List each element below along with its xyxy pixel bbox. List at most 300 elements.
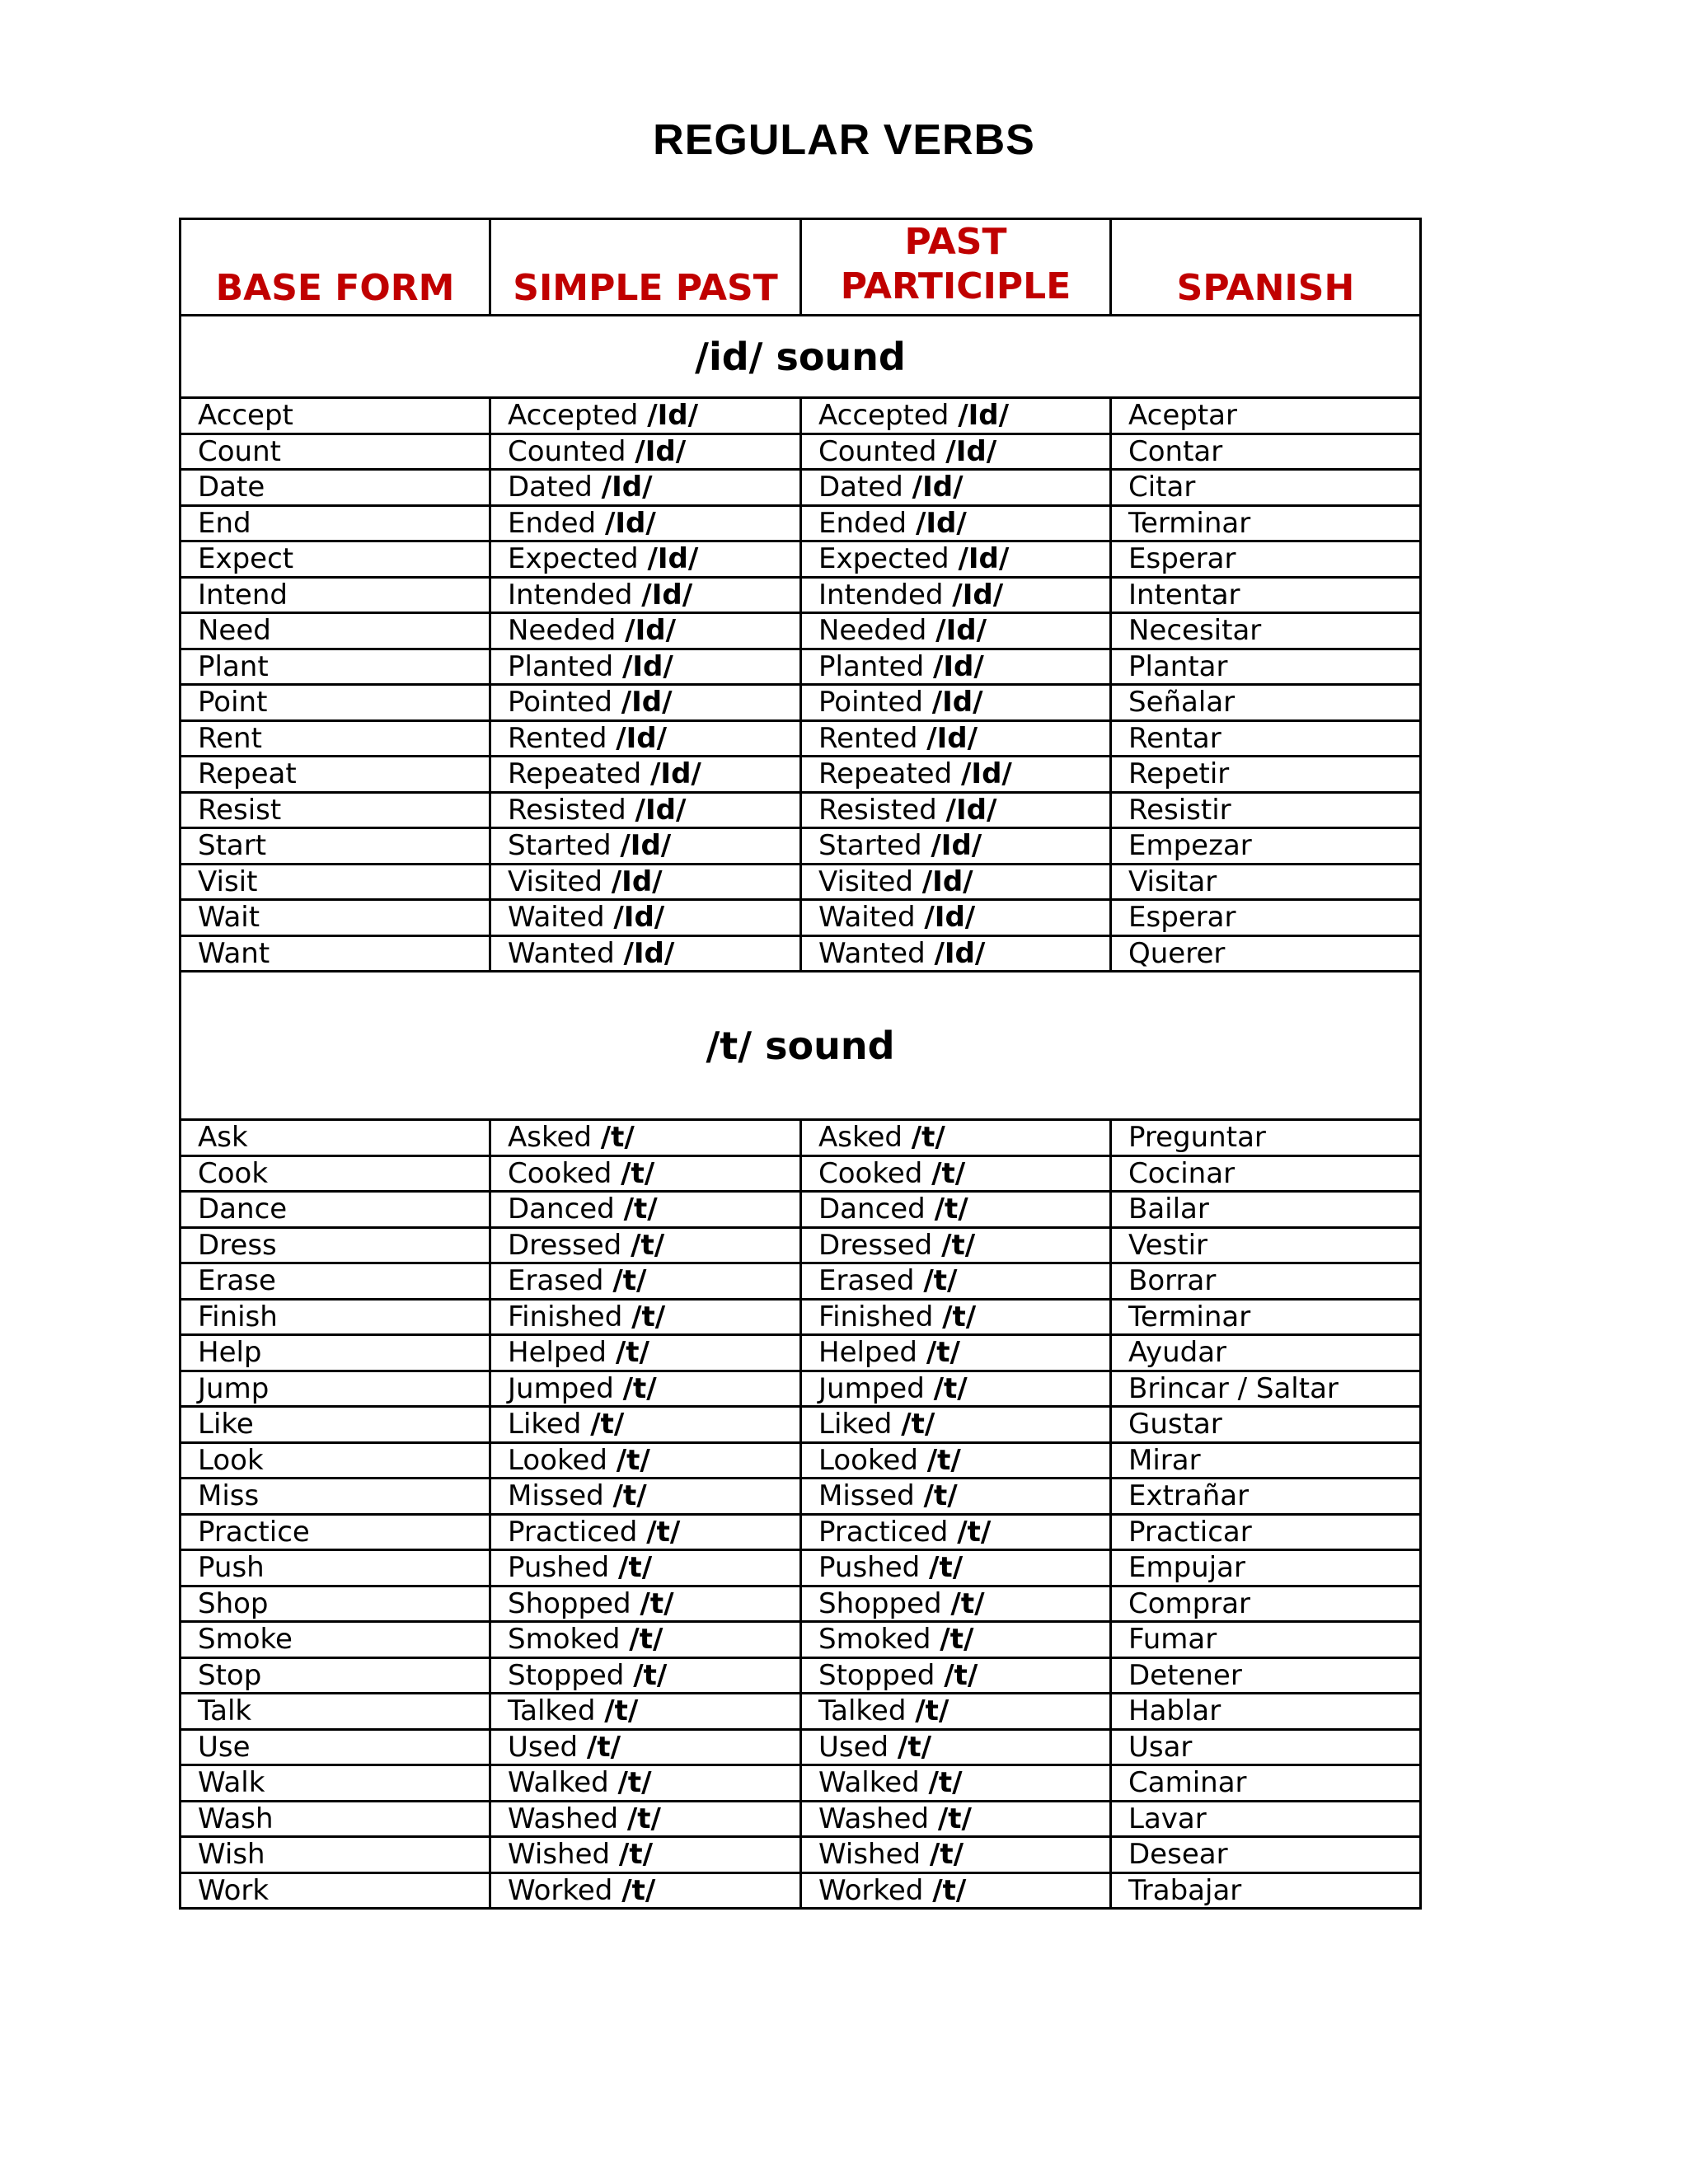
simple-past-word: Liked bbox=[508, 1408, 582, 1441]
past-participle-sound-mark: /t/ bbox=[897, 1730, 932, 1764]
base-form-cell: Point bbox=[181, 685, 490, 721]
simple-past-sound-mark: /t/ bbox=[623, 1193, 658, 1226]
simple-past-cell bbox=[490, 649, 801, 685]
past-participle-sound-mark: /t/ bbox=[923, 1264, 958, 1298]
spanish-cell: Mirar bbox=[1111, 1442, 1421, 1479]
simple-past-sound-mark: /t/ bbox=[612, 1264, 647, 1298]
base-form-cell: Date bbox=[181, 470, 490, 506]
base-form-cell: Cook bbox=[181, 1155, 490, 1192]
spanish-cell: Desear bbox=[1111, 1837, 1421, 1873]
simple-past-word: Wanted bbox=[508, 936, 615, 970]
simple-past-sound-mark: /t/ bbox=[621, 1156, 655, 1190]
table-row bbox=[181, 505, 1421, 541]
regular-verbs-table bbox=[179, 218, 1422, 1910]
simple-past-word: Used bbox=[508, 1730, 579, 1764]
past-participle-sound-mark: /t/ bbox=[932, 1873, 967, 1907]
past-participle-sound-mark: /t/ bbox=[942, 1300, 977, 1333]
simple-past-sound-mark: /t/ bbox=[621, 1873, 656, 1907]
simple-past-sound-mark: /t/ bbox=[617, 1766, 652, 1800]
past-participle-word: Dated bbox=[818, 471, 903, 504]
base-form-cell: Wish bbox=[181, 1837, 490, 1873]
spanish-cell: Brincar / Saltar bbox=[1111, 1371, 1421, 1407]
past-participle-sound-mark: /t/ bbox=[933, 1371, 968, 1405]
simple-past-word: Smoked bbox=[508, 1623, 621, 1657]
past-participle-cell bbox=[801, 541, 1111, 578]
simple-past-word: Repeated bbox=[508, 757, 642, 791]
base-form-cell: Look bbox=[181, 1442, 490, 1479]
simple-past-sound-mark: /t/ bbox=[590, 1408, 625, 1441]
simple-past-sound-mark: /t/ bbox=[612, 1479, 647, 1513]
spanish-cell: Aceptar bbox=[1111, 398, 1421, 434]
simple-past-cell bbox=[490, 1586, 801, 1622]
spanish-cell: Practicar bbox=[1111, 1514, 1421, 1550]
table-row bbox=[181, 1263, 1421, 1300]
past-participle-cell bbox=[801, 1335, 1111, 1371]
spanish-cell: Ayudar bbox=[1111, 1335, 1421, 1371]
simple-past-word: Wished bbox=[508, 1838, 611, 1872]
base-form-cell: Resist bbox=[181, 792, 490, 828]
simple-past-cell bbox=[490, 1872, 801, 1909]
spanish-cell: Repetir bbox=[1111, 757, 1421, 793]
base-form-cell: Start bbox=[181, 828, 490, 865]
simple-past-word: Ended bbox=[508, 506, 597, 540]
base-form-cell: Finish bbox=[181, 1299, 490, 1335]
past-participle-sound-mark: /Id/ bbox=[958, 399, 1010, 433]
table-row bbox=[181, 720, 1421, 757]
base-form-cell: Help bbox=[181, 1335, 490, 1371]
simple-past-word: Asked bbox=[508, 1121, 592, 1155]
simple-past-cell bbox=[490, 1155, 801, 1192]
simple-past-cell bbox=[490, 685, 801, 721]
past-participle-cell bbox=[801, 1479, 1111, 1515]
past-participle-word: Helped bbox=[818, 1336, 918, 1370]
table-row bbox=[181, 1335, 1421, 1371]
spanish-cell: Contar bbox=[1111, 434, 1421, 470]
table-row bbox=[181, 1657, 1421, 1694]
past-participle-word: Stopped bbox=[818, 1658, 935, 1692]
header-spanish: SPANISH bbox=[1111, 219, 1421, 316]
simple-past-sound-mark: /Id/ bbox=[611, 865, 663, 898]
base-form-cell: Practice bbox=[181, 1514, 490, 1550]
base-form-cell: Rent bbox=[181, 720, 490, 757]
simple-past-cell bbox=[490, 1514, 801, 1550]
base-form-cell: Jump bbox=[181, 1371, 490, 1407]
past-participle-word: Used bbox=[818, 1730, 889, 1764]
base-form-cell: Need bbox=[181, 613, 490, 649]
simple-past-cell bbox=[490, 900, 801, 936]
simple-past-sound-mark: /Id/ bbox=[613, 901, 665, 935]
header-past-participle bbox=[801, 219, 1111, 316]
simple-past-cell bbox=[490, 1120, 801, 1156]
simple-past-sound-mark: /t/ bbox=[586, 1730, 621, 1764]
past-participle-sound-mark: /t/ bbox=[931, 1156, 966, 1190]
table-row bbox=[181, 685, 1421, 721]
past-participle-word: Worked bbox=[818, 1873, 924, 1907]
past-participle-cell bbox=[801, 685, 1111, 721]
past-participle-word: Dressed bbox=[818, 1228, 933, 1262]
simple-past-word: Looked bbox=[508, 1443, 607, 1477]
spanish-cell: Rentar bbox=[1111, 720, 1421, 757]
base-form-cell: Want bbox=[181, 935, 490, 972]
simple-past-word: Finished bbox=[508, 1300, 623, 1333]
past-participle-cell bbox=[801, 434, 1111, 470]
past-participle-word: Pointed bbox=[818, 686, 923, 719]
spanish-cell: Preguntar bbox=[1111, 1120, 1421, 1156]
past-participle-sound-mark: /Id/ bbox=[924, 901, 976, 935]
past-participle-sound-mark: /t/ bbox=[911, 1121, 945, 1155]
base-form-cell: Erase bbox=[181, 1263, 490, 1300]
simple-past-cell bbox=[490, 434, 801, 470]
base-form-cell: Talk bbox=[181, 1694, 490, 1730]
past-participle-word: Jumped bbox=[818, 1371, 925, 1405]
base-form-cell: Push bbox=[181, 1550, 490, 1586]
past-participle-cell bbox=[801, 1622, 1111, 1658]
past-participle-sound-mark: /t/ bbox=[950, 1586, 985, 1620]
table-row bbox=[181, 1837, 1421, 1873]
base-form-cell: Miss bbox=[181, 1479, 490, 1515]
base-form-cell: Dance bbox=[181, 1192, 490, 1228]
past-participle-sound-mark: /t/ bbox=[944, 1658, 978, 1692]
spanish-cell: Lavar bbox=[1111, 1801, 1421, 1837]
table-row bbox=[181, 1729, 1421, 1765]
base-form-cell: Count bbox=[181, 434, 490, 470]
past-participle-word: Counted bbox=[818, 434, 937, 468]
past-participle-cell bbox=[801, 720, 1111, 757]
past-participle-cell bbox=[801, 1120, 1111, 1156]
simple-past-cell bbox=[490, 1227, 801, 1263]
past-participle-sound-mark: /Id/ bbox=[935, 614, 987, 648]
simple-past-cell bbox=[490, 1657, 801, 1694]
header-past-participle-line1: PAST bbox=[904, 221, 1007, 263]
simple-past-sound-mark: /Id/ bbox=[635, 434, 687, 468]
simple-past-cell bbox=[490, 792, 801, 828]
spanish-cell: Caminar bbox=[1111, 1765, 1421, 1802]
past-participle-cell bbox=[801, 1657, 1111, 1694]
simple-past-word: Washed bbox=[508, 1802, 619, 1835]
simple-past-word: Talked bbox=[508, 1694, 596, 1728]
table-row bbox=[181, 792, 1421, 828]
table-row bbox=[181, 1155, 1421, 1192]
past-participle-cell bbox=[801, 1442, 1111, 1479]
simple-past-word: Cooked bbox=[508, 1156, 612, 1190]
past-participle-word: Finished bbox=[818, 1300, 934, 1333]
past-participle-cell bbox=[801, 935, 1111, 972]
simple-past-word: Started bbox=[508, 829, 612, 863]
past-participle-word: Resisted bbox=[818, 793, 937, 827]
simple-past-word: Erased bbox=[508, 1264, 604, 1298]
table-row bbox=[181, 541, 1421, 578]
simple-past-sound-mark: /Id/ bbox=[625, 614, 676, 648]
past-participle-word: Repeated bbox=[818, 757, 953, 791]
simple-past-sound-mark: /Id/ bbox=[621, 686, 673, 719]
simple-past-sound-mark: /t/ bbox=[622, 1371, 657, 1405]
simple-past-word: Intended bbox=[508, 578, 633, 612]
past-participle-sound-mark: /t/ bbox=[928, 1766, 963, 1800]
simple-past-cell bbox=[490, 613, 801, 649]
simple-past-sound-mark: /t/ bbox=[633, 1658, 668, 1692]
spanish-cell: Comprar bbox=[1111, 1586, 1421, 1622]
simple-past-sound-mark: /Id/ bbox=[641, 578, 693, 612]
table-row bbox=[181, 1120, 1421, 1156]
table-row bbox=[181, 1407, 1421, 1443]
base-form-cell: Stop bbox=[181, 1657, 490, 1694]
simple-past-sound-mark: /Id/ bbox=[601, 471, 653, 504]
section-header-row bbox=[181, 316, 1421, 398]
past-participle-sound-mark: /Id/ bbox=[912, 471, 964, 504]
table-row bbox=[181, 1299, 1421, 1335]
past-participle-sound-mark: /Id/ bbox=[921, 865, 973, 898]
past-participle-sound-mark: /Id/ bbox=[915, 506, 967, 540]
past-participle-word: Started bbox=[818, 829, 922, 863]
simple-past-word: Pointed bbox=[508, 686, 612, 719]
past-participle-cell bbox=[801, 1407, 1111, 1443]
simple-past-word: Resisted bbox=[508, 793, 626, 827]
spanish-cell: Detener bbox=[1111, 1657, 1421, 1694]
past-participle-cell bbox=[801, 864, 1111, 900]
table-row bbox=[181, 935, 1421, 972]
simple-past-cell bbox=[490, 1765, 801, 1802]
past-participle-sound-mark: /t/ bbox=[915, 1694, 950, 1728]
simple-past-sound-mark: /Id/ bbox=[604, 506, 656, 540]
spanish-cell: Plantar bbox=[1111, 649, 1421, 685]
simple-past-cell bbox=[490, 1837, 801, 1873]
past-participle-cell bbox=[801, 1872, 1111, 1909]
past-participle-word: Rented bbox=[818, 721, 918, 755]
simple-past-cell bbox=[490, 1371, 801, 1407]
past-participle-word: Looked bbox=[818, 1443, 918, 1477]
past-participle-cell bbox=[801, 1837, 1111, 1873]
simple-past-cell bbox=[490, 1550, 801, 1586]
spanish-cell: Extrañar bbox=[1111, 1479, 1421, 1515]
simple-past-cell bbox=[490, 828, 801, 865]
simple-past-word: Dated bbox=[508, 471, 593, 504]
simple-past-word: Rented bbox=[508, 721, 607, 755]
spanish-cell: Empezar bbox=[1111, 828, 1421, 865]
past-participle-sound-mark: /t/ bbox=[926, 1336, 960, 1370]
spanish-cell: Necesitar bbox=[1111, 613, 1421, 649]
simple-past-cell bbox=[490, 470, 801, 506]
simple-past-sound-mark: /t/ bbox=[615, 1336, 649, 1370]
past-participle-cell bbox=[801, 1263, 1111, 1300]
table-body bbox=[181, 219, 1421, 1909]
simple-past-word: Worked bbox=[508, 1873, 613, 1907]
simple-past-sound-mark: /Id/ bbox=[621, 649, 673, 683]
past-participle-word: Intended bbox=[818, 578, 944, 612]
simple-past-cell bbox=[490, 1622, 801, 1658]
table-row bbox=[181, 398, 1421, 434]
base-form-cell: Smoke bbox=[181, 1622, 490, 1658]
past-participle-cell bbox=[801, 1192, 1111, 1228]
simple-past-cell bbox=[490, 1694, 801, 1730]
past-participle-word: Visited bbox=[818, 865, 913, 898]
simple-past-word: Dressed bbox=[508, 1228, 622, 1262]
base-form-cell: Like bbox=[181, 1407, 490, 1443]
past-participle-word: Shopped bbox=[818, 1586, 942, 1620]
base-form-cell: Shop bbox=[181, 1586, 490, 1622]
table-row bbox=[181, 1765, 1421, 1802]
simple-past-sound-mark: /t/ bbox=[646, 1515, 681, 1549]
past-participle-cell bbox=[801, 1299, 1111, 1335]
spanish-cell: Usar bbox=[1111, 1729, 1421, 1765]
simple-past-cell bbox=[490, 1407, 801, 1443]
simple-past-word: Practiced bbox=[508, 1515, 638, 1549]
simple-past-sound-mark: /t/ bbox=[631, 1228, 665, 1262]
table-row bbox=[181, 1514, 1421, 1550]
simple-past-sound-mark: /Id/ bbox=[650, 757, 701, 791]
past-participle-cell bbox=[801, 1729, 1111, 1765]
past-participle-sound-mark: /Id/ bbox=[926, 721, 978, 755]
simple-past-cell bbox=[490, 1192, 801, 1228]
past-participle-word: Danced bbox=[818, 1193, 926, 1226]
simple-past-word: Jumped bbox=[508, 1371, 614, 1405]
table-row bbox=[181, 1442, 1421, 1479]
simple-past-sound-mark: /Id/ bbox=[616, 721, 668, 755]
past-participle-sound-mark: /Id/ bbox=[934, 936, 986, 970]
past-participle-cell bbox=[801, 1155, 1111, 1192]
past-participle-word: Asked bbox=[818, 1121, 903, 1155]
section-label: /id/ sound bbox=[181, 316, 1421, 398]
simple-past-word: Visited bbox=[508, 865, 603, 898]
simple-past-cell bbox=[490, 935, 801, 972]
spanish-cell: Borrar bbox=[1111, 1263, 1421, 1300]
past-participle-sound-mark: /t/ bbox=[923, 1479, 958, 1513]
past-participle-word: Liked bbox=[818, 1408, 893, 1441]
spanish-cell: Cocinar bbox=[1111, 1155, 1421, 1192]
spanish-cell: Empujar bbox=[1111, 1550, 1421, 1586]
header-simple-past: SIMPLE PAST bbox=[490, 219, 801, 316]
base-form-cell: Wash bbox=[181, 1801, 490, 1837]
spanish-cell: Terminar bbox=[1111, 505, 1421, 541]
page-title: REGULAR VERBS bbox=[653, 116, 1035, 164]
simple-past-cell bbox=[490, 757, 801, 793]
table-row bbox=[181, 1622, 1421, 1658]
past-participle-word: Talked bbox=[818, 1694, 907, 1728]
simple-past-sound-mark: /Id/ bbox=[623, 936, 675, 970]
base-form-cell: Use bbox=[181, 1729, 490, 1765]
past-participle-word: Waited bbox=[818, 901, 916, 935]
spanish-cell: Resistir bbox=[1111, 792, 1421, 828]
base-form-cell: Wait bbox=[181, 900, 490, 936]
simple-past-cell bbox=[490, 720, 801, 757]
spanish-cell: Esperar bbox=[1111, 900, 1421, 936]
past-participle-cell bbox=[801, 1371, 1111, 1407]
table-row bbox=[181, 434, 1421, 470]
table-row bbox=[181, 828, 1421, 865]
past-participle-sound-mark: /t/ bbox=[940, 1623, 974, 1657]
past-participle-sound-mark: /Id/ bbox=[932, 649, 984, 683]
spanish-cell: Intentar bbox=[1111, 577, 1421, 613]
header-row bbox=[181, 219, 1421, 316]
simple-past-word: Waited bbox=[508, 901, 605, 935]
table-row bbox=[181, 1586, 1421, 1622]
past-participle-sound-mark: /Id/ bbox=[931, 686, 983, 719]
simple-past-sound-mark: /Id/ bbox=[635, 793, 687, 827]
table-row bbox=[181, 757, 1421, 793]
spanish-cell: Visitar bbox=[1111, 864, 1421, 900]
past-participle-sound-mark: /Id/ bbox=[952, 578, 1004, 612]
past-participle-word: Accepted bbox=[818, 399, 950, 433]
spanish-cell: Bailar bbox=[1111, 1192, 1421, 1228]
past-participle-cell bbox=[801, 398, 1111, 434]
simple-past-cell bbox=[490, 541, 801, 578]
simple-past-word: Missed bbox=[508, 1479, 604, 1513]
simple-past-cell bbox=[490, 577, 801, 613]
past-participle-cell bbox=[801, 1694, 1111, 1730]
simple-past-word: Stopped bbox=[508, 1658, 625, 1692]
spanish-cell: Esperar bbox=[1111, 541, 1421, 578]
simple-past-sound-mark: /Id/ bbox=[620, 829, 672, 863]
past-participle-cell bbox=[801, 1765, 1111, 1802]
past-participle-cell bbox=[801, 1514, 1111, 1550]
base-form-cell: Intend bbox=[181, 577, 490, 613]
past-participle-sound-mark: /Id/ bbox=[958, 542, 1010, 576]
past-participle-cell bbox=[801, 792, 1111, 828]
simple-past-cell bbox=[490, 1479, 801, 1515]
past-participle-sound-mark: /Id/ bbox=[945, 434, 997, 468]
simple-past-word: Planted bbox=[508, 649, 614, 683]
past-participle-cell bbox=[801, 577, 1111, 613]
simple-past-word: Counted bbox=[508, 434, 626, 468]
simple-past-word: Helped bbox=[508, 1336, 607, 1370]
simple-past-word: Walked bbox=[508, 1766, 609, 1800]
spanish-cell: Querer bbox=[1111, 935, 1421, 972]
past-participle-cell bbox=[801, 1227, 1111, 1263]
header-base-form: BASE FORM bbox=[181, 219, 490, 316]
past-participle-sound-mark: /t/ bbox=[929, 1551, 964, 1585]
simple-past-word: Accepted bbox=[508, 399, 639, 433]
spanish-cell: Fumar bbox=[1111, 1622, 1421, 1658]
past-participle-sound-mark: /t/ bbox=[929, 1838, 964, 1872]
past-participle-word: Erased bbox=[818, 1264, 915, 1298]
simple-past-cell bbox=[490, 1729, 801, 1765]
base-form-cell: Dress bbox=[181, 1227, 490, 1263]
spanish-cell: Citar bbox=[1111, 470, 1421, 506]
past-participle-cell bbox=[801, 900, 1111, 936]
simple-past-word: Expected bbox=[508, 542, 639, 576]
past-participle-sound-mark: /t/ bbox=[926, 1443, 961, 1477]
spanish-cell: Terminar bbox=[1111, 1299, 1421, 1335]
table-row bbox=[181, 577, 1421, 613]
past-participle-cell bbox=[801, 828, 1111, 865]
simple-past-sound-mark: /t/ bbox=[600, 1121, 635, 1155]
past-participle-cell bbox=[801, 757, 1111, 793]
simple-past-sound-mark: /t/ bbox=[616, 1443, 650, 1477]
simple-past-sound-mark: /t/ bbox=[629, 1623, 663, 1657]
section-header-row bbox=[181, 972, 1421, 1120]
past-participle-sound-mark: /t/ bbox=[957, 1515, 992, 1549]
table-row bbox=[181, 1371, 1421, 1407]
past-participle-cell bbox=[801, 649, 1111, 685]
past-participle-cell bbox=[801, 613, 1111, 649]
base-form-cell: End bbox=[181, 505, 490, 541]
base-form-cell: Ask bbox=[181, 1120, 490, 1156]
simple-past-cell bbox=[490, 505, 801, 541]
past-participle-word: Needed bbox=[818, 614, 927, 648]
base-form-cell: Expect bbox=[181, 541, 490, 578]
simple-past-sound-mark: /Id/ bbox=[647, 542, 699, 576]
base-form-cell: Plant bbox=[181, 649, 490, 685]
simple-past-cell bbox=[490, 864, 801, 900]
past-participle-word: Wanted bbox=[818, 936, 926, 970]
base-form-cell: Walk bbox=[181, 1765, 490, 1802]
simple-past-word: Needed bbox=[508, 614, 617, 648]
table-row bbox=[181, 613, 1421, 649]
spanish-cell: Hablar bbox=[1111, 1694, 1421, 1730]
past-participle-word: Wished bbox=[818, 1838, 921, 1872]
spanish-cell: Vestir bbox=[1111, 1227, 1421, 1263]
table-row bbox=[181, 1801, 1421, 1837]
base-form-cell: Work bbox=[181, 1872, 490, 1909]
